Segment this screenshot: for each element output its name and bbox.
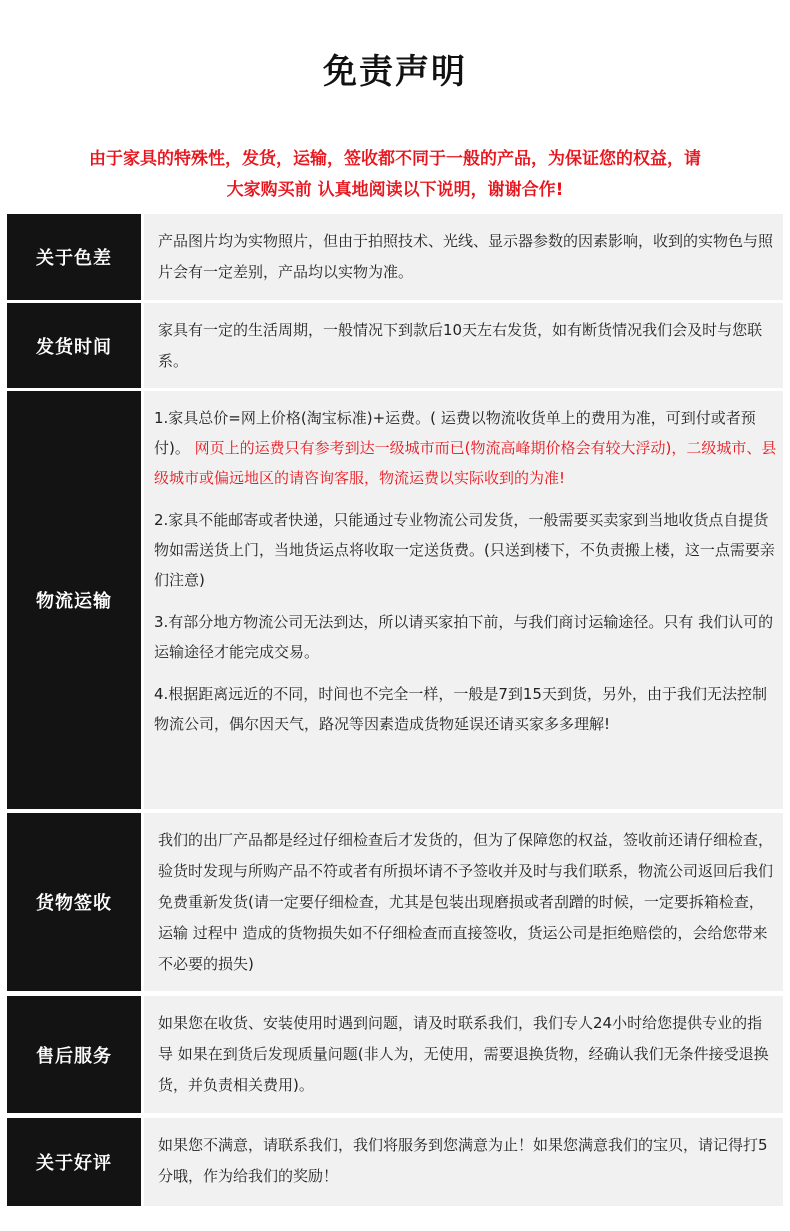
section-text: 产品图片均为实物照片，但由于拍照技术、光线、显示器参数的因素影响，收到的实物色与照片会有一定差别，产品均以实物为准。 bbox=[158, 232, 774, 281]
logistics-point-4: 4.根据距离远近的不同，时间也不完全一样，一般是7到15天到货，另外，由于我们无法控制物流公司，偶尔因天气，路况等因素造成货物延误还请买家多多理解! bbox=[154, 685, 767, 733]
section-content bbox=[144, 1118, 783, 1206]
section-content bbox=[144, 214, 783, 300]
section-text: 如果您在收货、安装使用时遇到问题，请及时联系我们，我们专人24小时给您提供专业的指导 如果在到货后发现质量问题(非人为，无使用，需要退换货物，经确认我们无条件接受退换货，并负责相关费用)。 bbox=[158, 1014, 769, 1094]
section-content bbox=[144, 391, 783, 809]
logistics-point-3: 3.有部分地方物流公司无法到达，所以请买家拍下前，与我们商讨运输途径。只有 我们认可的运输途径才能完成交易。 bbox=[154, 613, 774, 661]
section-logistics bbox=[7, 391, 783, 809]
section-goods-receipt bbox=[7, 813, 783, 991]
section-review bbox=[7, 1118, 783, 1206]
section-label: 售后服务 bbox=[7, 996, 141, 1113]
section-text: 我们的出厂产品都是经过仔细检查后才发货的，但为了保障您的权益，签收前还请仔细检查，验货时发现与所购产品不符或者有所损坏请不予签收并及时与我们联系，物流公司返回后我们免费重新发货(请一定要仔细检查，尤其是包装出现磨损或者刮蹭的时候，一定要拆箱检查，运输 过程中 造成的货物损失如不仔细检查而直接签收，货运公司是拒绝赔偿的，会给您带来不必要的损失) bbox=[158, 831, 774, 973]
section-content bbox=[144, 303, 783, 388]
section-content bbox=[144, 813, 783, 991]
section-shipping-time bbox=[7, 303, 783, 388]
logistics-point-2: 2.家具不能邮寄或者快递，只能通过专业物流公司发货，一般需要买卖家到当地收货点自提货物如需送货上门，当地货运点将收取一定送货费。(只送到楼下，不负责搬上楼，这一点需要亲们注意) bbox=[154, 511, 775, 589]
section-label: 物流运输 bbox=[7, 391, 141, 809]
notice-line-1: 由于家具的特殊性，发货，运输，签收都不同于一般的产品，为保证您的权益，请 bbox=[89, 149, 701, 169]
section-text: 如果您不满意，请联系我们，我们将服务到您满意为止！如果您满意我们的宝贝，请记得打5分哦，作为给我们的奖励！ bbox=[158, 1136, 768, 1185]
page-title: 免责声明 bbox=[323, 52, 467, 92]
section-content bbox=[144, 996, 783, 1113]
section-label: 发货时间 bbox=[7, 303, 141, 388]
notice-text bbox=[20, 144, 770, 206]
section-text: 家具有一定的生活周期，一般情况下到款后10天左右发货，如有断货情况我们会及时与您联系。 bbox=[158, 321, 763, 370]
section-label: 关于色差 bbox=[7, 214, 141, 300]
logistics-point-1: 1.家具总价=网上价格(淘宝标准)+运费。( 运费以物流收货单上的费用为准，可到付或者预付)。 网页上的运费只有参考到达一级城市而已(物流高峰期价格会有较大浮动)，二级城市、县级城市或偏远地区的请咨询客服，物流运费以实际收到的为准! bbox=[154, 409, 777, 487]
logistics-freight-warning: 网页上的运费只有参考到达一级城市而已(物流高峰期价格会有较大浮动)，二级城市、县级城市或偏远地区的请咨询客服，物流运费以实际收到的为准! bbox=[154, 439, 777, 487]
section-label: 货物签收 bbox=[7, 813, 141, 991]
section-label: 关于好评 bbox=[7, 1118, 141, 1206]
section-after-sales bbox=[7, 996, 783, 1113]
notice-line-2: 大家购买前 认真地阅读以下说明，谢谢合作! bbox=[226, 180, 564, 200]
section-color-difference bbox=[7, 214, 783, 300]
